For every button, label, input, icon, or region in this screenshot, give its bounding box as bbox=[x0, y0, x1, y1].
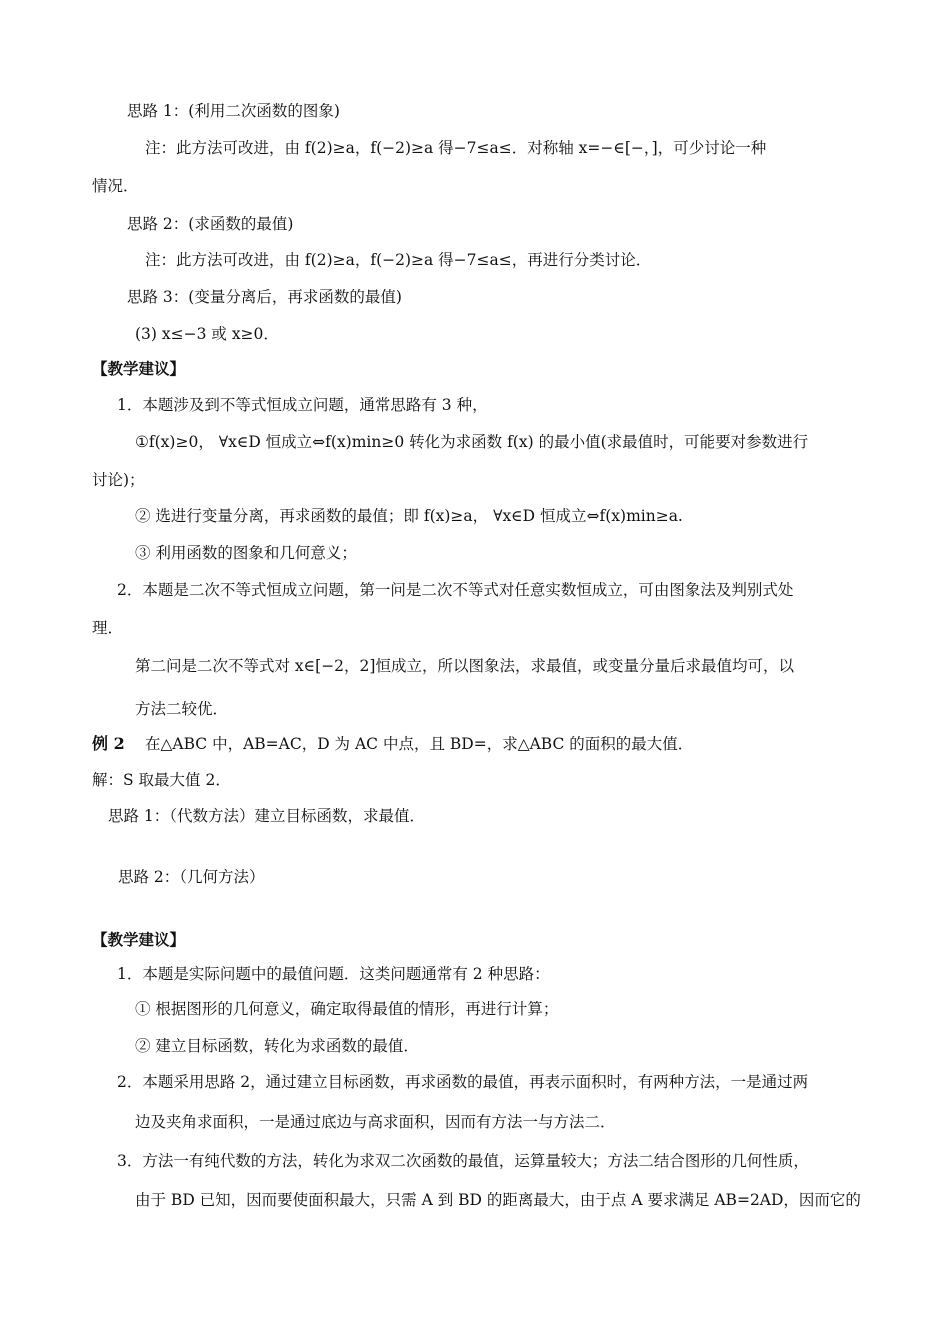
text-line: ③ 利用函数的图象和几何意义； bbox=[135, 544, 357, 562]
text-line: 解：S 取最大值 2． bbox=[92, 771, 231, 789]
text-line: ①f(x)≥0， ∀x∈D 恒成立⇔f(x)min≥0 转化为求函数 f(x) 的最小值(求最值时，可能要对参数进行 bbox=[135, 433, 809, 451]
text-line: (3) x≤−3 或 x≥0． bbox=[135, 325, 279, 343]
text-line: 2．本题是二次不等式恒成立问题，第一问是二次不等式对任意实数恒成立，可由图象法及判别式处 bbox=[117, 581, 794, 599]
section-heading: 【教学建议】 bbox=[92, 359, 186, 378]
text-line: 思路 2：(求函数的最值) bbox=[127, 215, 294, 233]
text-line: ② 选进行变量分离，再求函数的最值；即 f(x)≥a， ∀x∈D 恒成立⇔f(x)min≥a. bbox=[135, 507, 683, 525]
text-line: 2．本题采用思路 2，通过建立目标函数，再求函数的最值，再表示面积时，有两种方法，一是通过两 bbox=[117, 1073, 809, 1091]
text-line: 思路 1：(利用二次函数的图象) bbox=[127, 102, 340, 120]
section-heading: 【教学建议】 bbox=[92, 930, 186, 949]
text-line: ② 建立目标函数，转化为求函数的最值． bbox=[135, 1037, 419, 1055]
text-line: 注：此方法可改进，由 f(2)≥a，f(−2)≥a 得−7≤a≤，再进行分类讨论． bbox=[145, 251, 652, 269]
text-line: 情况． bbox=[92, 177, 139, 195]
text-line: 第二问是二次不等式对 x∈[−2，2]恒成立，所以图象法，求最值，或变量分量后求最值均可，以 bbox=[135, 657, 794, 675]
text-line: ① 根据图形的几何意义，确定取得最值的情形，再进行计算； bbox=[135, 1000, 559, 1018]
text-line: 思路 3：(变量分离后，再求函数的最值) bbox=[127, 288, 402, 306]
text-line: 3．方法一有纯代数的方法，转化为求双二次函数的最值，运算量较大；方法二结合图形的几何性质， bbox=[117, 1152, 809, 1170]
text-line: 思路 1：（代数方法）建立目标函数，求最值． bbox=[108, 807, 426, 825]
example-label: 例 2 bbox=[92, 734, 125, 753]
text-line: 由于 BD 已知，因而要使面积最大，只需 A 到 BD 的距离最大，由于点 A 要求满足 AB=2AD，因而它的 bbox=[135, 1191, 861, 1209]
text-line: 讨论)； bbox=[92, 471, 145, 489]
text-line: 注：此方法可改进，由 f(2)≥a，f(−2)≥a 得−7≤a≤．对称轴 x=−∈[−，]，可少讨论一种 bbox=[145, 139, 767, 157]
text-line: 1．本题涉及到不等式恒成立问题，通常思路有 3 种， bbox=[117, 396, 488, 414]
text-line: 1．本题是实际问题中的最值问题．这类问题通常有 2 种思路： bbox=[117, 965, 550, 983]
text-line: 思路 2：（几何方法） bbox=[118, 868, 265, 886]
text-line: 理． bbox=[92, 619, 124, 637]
text-line: 方法二较优． bbox=[135, 700, 229, 718]
text-line: 边及夹角求面积，一是通过底边与高求面积，因而有方法一与方法二． bbox=[135, 1113, 616, 1131]
text-line: 在△ABC 中，AB=AC，D 为 AC 中点，且 BD=，求△ABC 的面积的最大值． bbox=[145, 735, 694, 753]
